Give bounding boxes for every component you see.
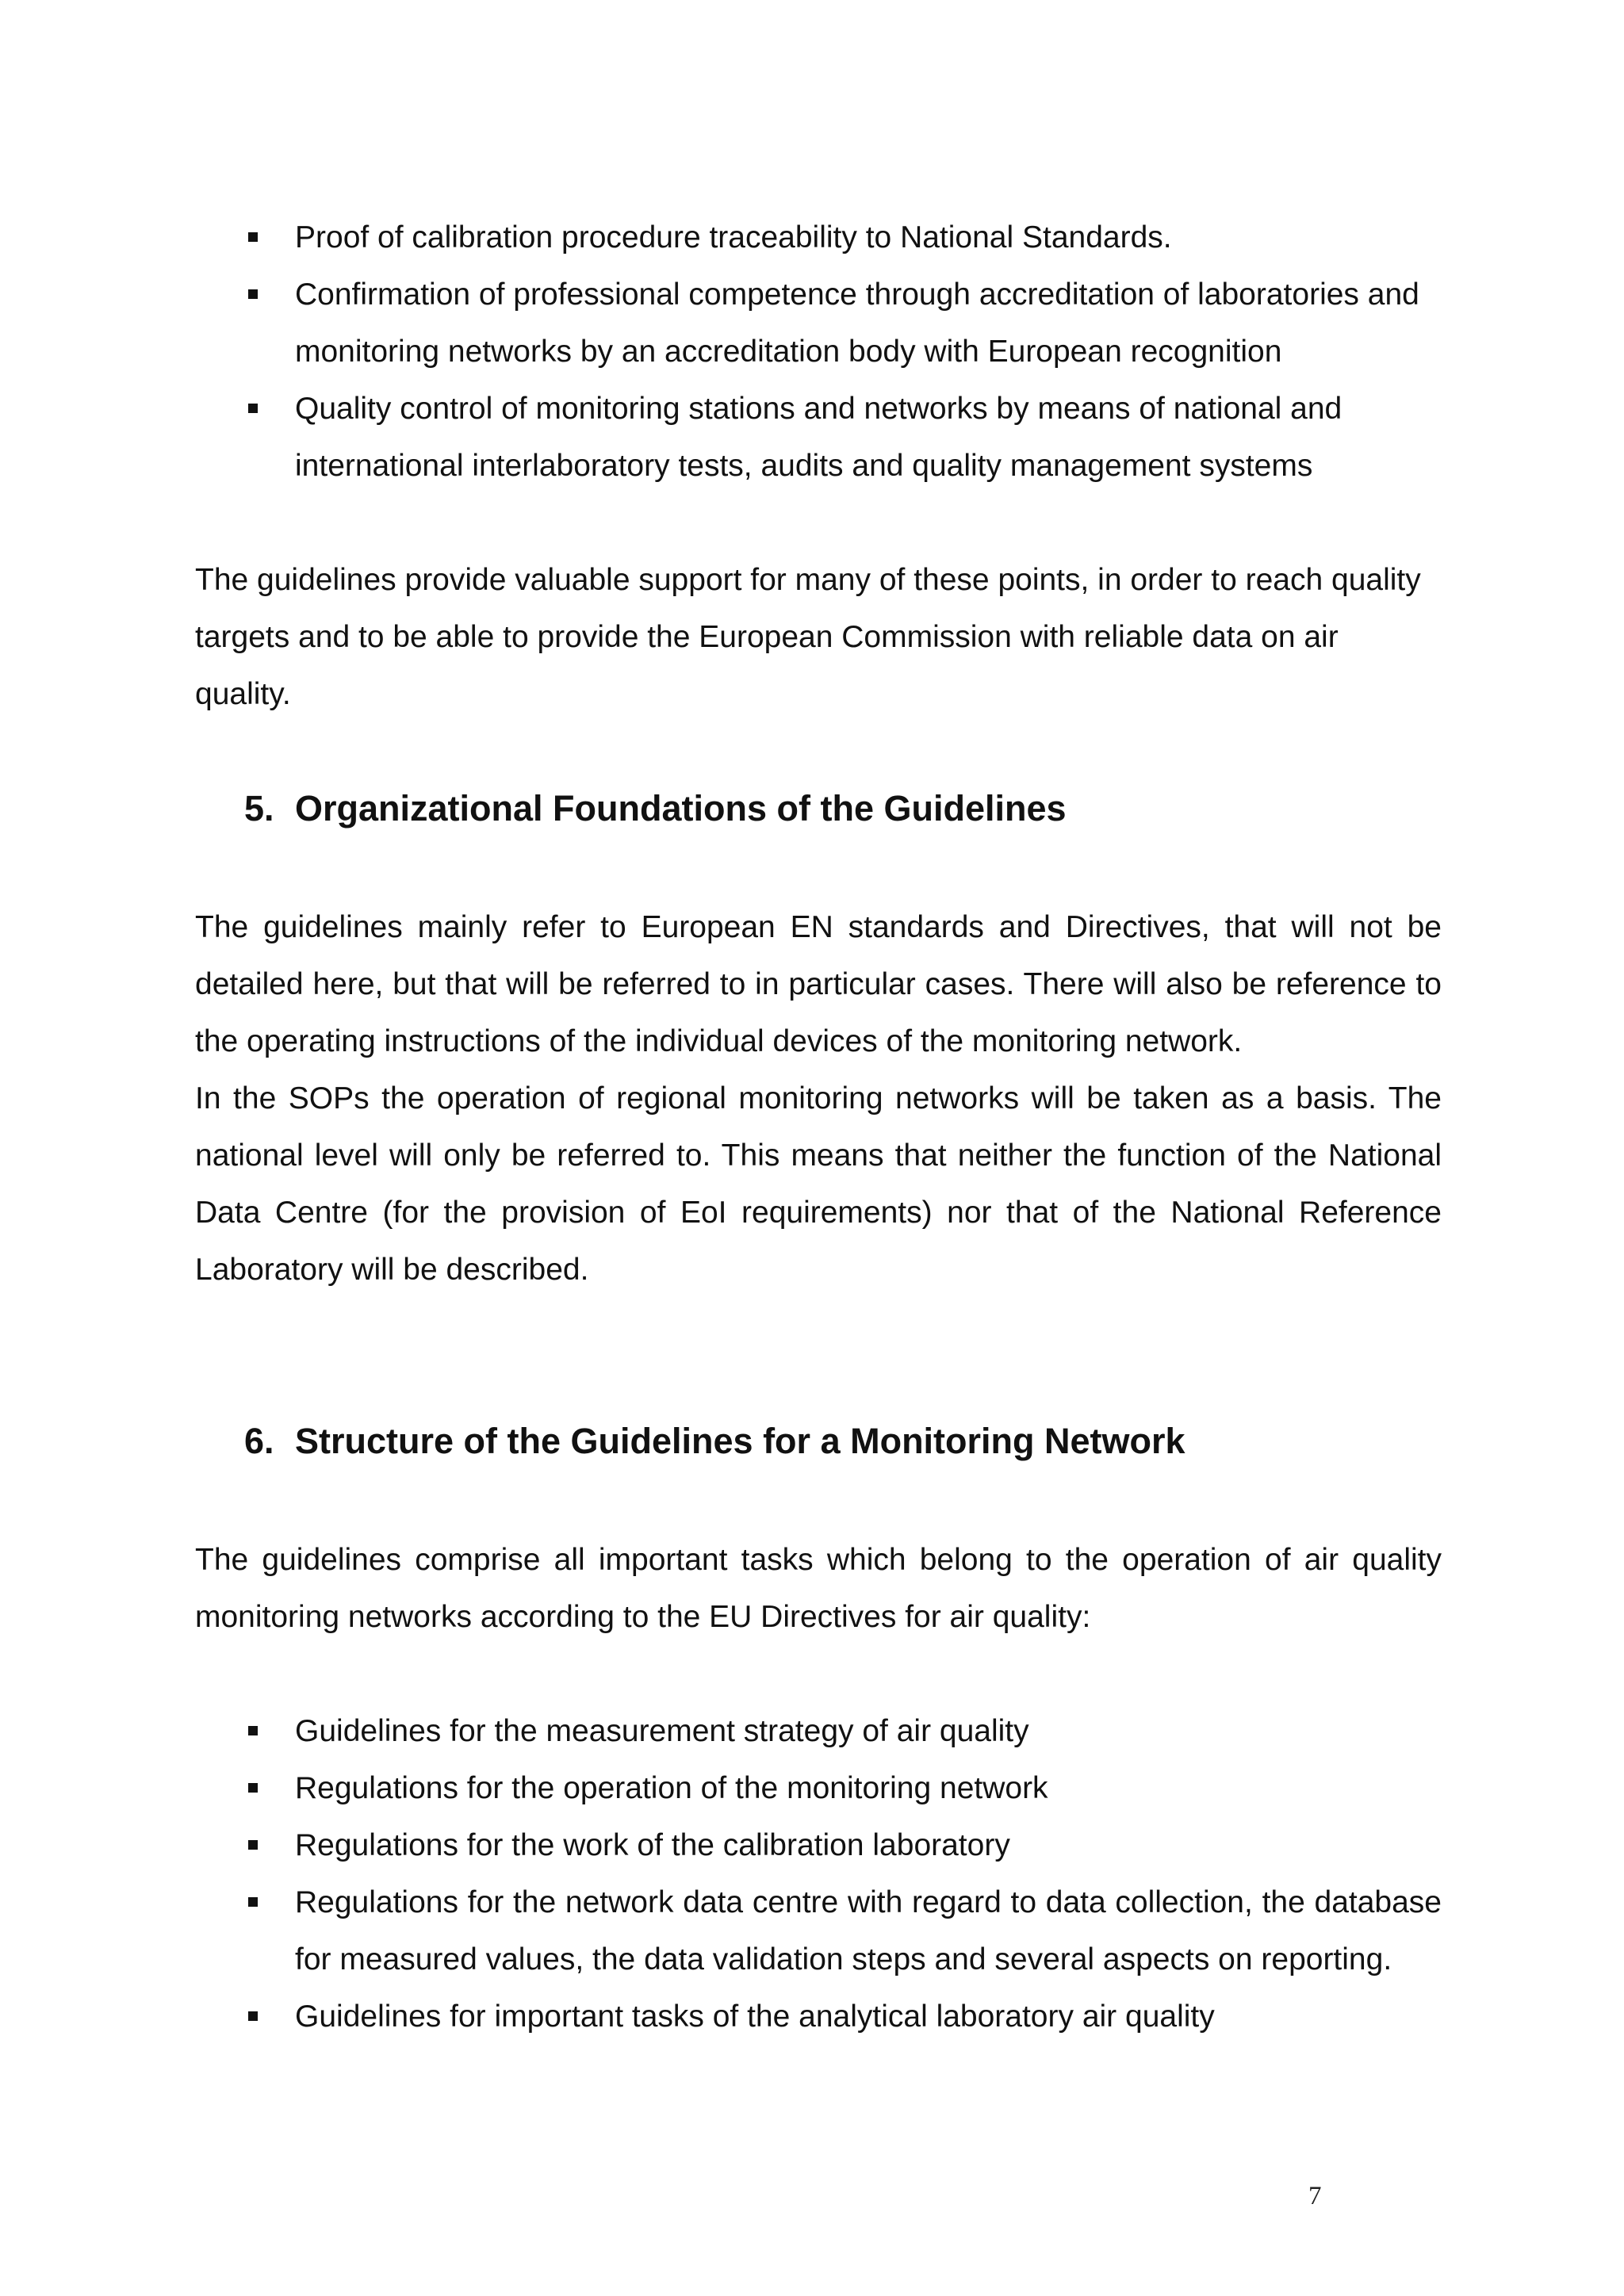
intro-paragraph: The guidelines provide valuable support for many of these points, in order to reach quality targets and to be able to provide the European Commission with reliable data on air quality. [195, 563, 1421, 711]
list-item: Guidelines for the measurement strategy of air quality [195, 1703, 1442, 1760]
square-bullet-icon [248, 289, 258, 299]
square-bullet-icon [248, 1783, 258, 1793]
section-5-heading [195, 780, 1442, 837]
list-item: Regulations for the operation of the monitoring network [195, 1760, 1442, 1817]
list-item: Confirmation of professional competence through accreditation of laboratories and monitoring networks by an accreditation body with European recognition [195, 266, 1442, 381]
square-bullet-icon [248, 404, 258, 413]
list-item: Guidelines for important tasks of the analytical laboratory air quality [195, 1988, 1442, 2045]
section-6-number: 6. [244, 1421, 274, 1461]
list-item: Quality control of monitoring stations and networks by means of national and international interlaboratory tests, audits and quality management systems [195, 381, 1442, 495]
page-number: 7 [1308, 2182, 1322, 2210]
section-6-heading [195, 1413, 1442, 1470]
list-item: Regulations for the work of the calibration laboratory [195, 1817, 1442, 1874]
top-bullet-list [195, 209, 1442, 495]
square-bullet-icon [248, 1897, 258, 1907]
section-6-bullet-list [195, 1703, 1442, 2045]
section-5-number: 5. [244, 788, 274, 828]
square-bullet-icon [248, 1726, 258, 1735]
square-bullet-icon [248, 232, 258, 242]
document-page [195, 209, 1442, 2045]
square-bullet-icon [248, 1840, 258, 1850]
list-item: Proof of calibration procedure traceability to National Standards. [195, 209, 1442, 266]
square-bullet-icon [248, 2011, 258, 2021]
list-item: Regulations for the network data centre with regard to data collection, the database for measured values, the data validation steps and several aspects on reporting. [195, 1874, 1442, 1988]
section-5-paragraph-2: In the SOPs the operation of regional monitoring networks will be taken as a basis. The national level will only be referred to. This means that neither the function of the National Data Centre (for the provision of EoI requirements) nor that of the National Reference Laboratory will be described. [195, 1081, 1442, 1287]
section-6-title: Structure of the Guidelines for a Monitoring Network [295, 1421, 1185, 1461]
section-5-paragraph-1: The guidelines mainly refer to European EN standards and Directives, that will not be detailed here, but that will be referred to in particular cases. There will also be reference to the operating instructions of the individual devices of the monitoring network. [195, 910, 1442, 1058]
section-6-paragraph: The guidelines comprise all important tasks which belong to the operation of air quality monitoring networks according to the EU Directives for air quality: [195, 1543, 1442, 1634]
section-5-title: Organizational Foundations of the Guidelines [295, 788, 1067, 828]
